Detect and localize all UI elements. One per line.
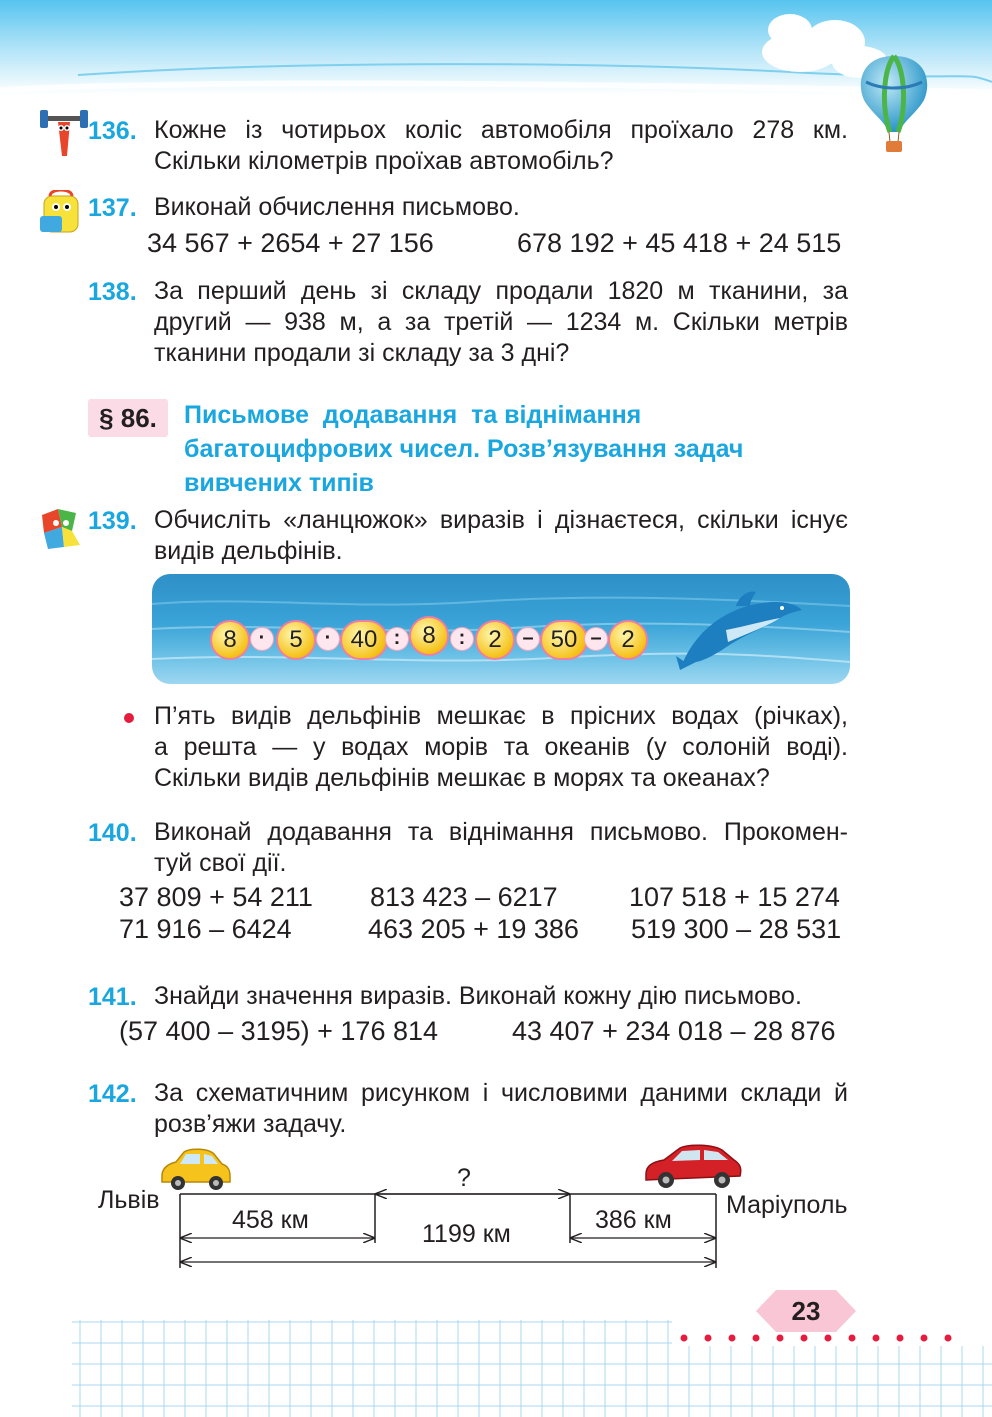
task-138-line3: тканини продали зі складу за 3 дні? xyxy=(154,339,570,367)
task-140-expression-1: 37 809 + 54 211 xyxy=(119,882,313,912)
task-140-expression-2: 813 423 – 6217 xyxy=(370,882,558,912)
section-title-line2: багатоцифрових чисел. Розв’язування задач xyxy=(184,435,744,463)
red-car-icon xyxy=(642,1142,744,1190)
unknown-segment-label: ? xyxy=(457,1164,471,1192)
chain-value-2: 5 xyxy=(276,620,316,660)
task-number-137: 137. xyxy=(88,194,137,222)
task-number-141: 141. xyxy=(88,983,137,1011)
chain-value-3: 40 xyxy=(340,620,388,660)
chain-value-5: 2 xyxy=(475,620,515,660)
footer-grid xyxy=(72,1320,992,1417)
yellow-car-icon xyxy=(156,1146,232,1192)
segment-3-label: 386 км xyxy=(595,1206,672,1234)
task-139-bullet-line1: П’ять видів дельфінів мешкає в прісних водах (річках), xyxy=(154,702,848,730)
chain-op-4: : xyxy=(450,627,474,651)
task-number-140: 140. xyxy=(88,819,137,847)
task-137-expression-1: 34 567 + 2654 + 27 156 xyxy=(147,228,434,258)
task-141-text: Знайди значення виразів. Виконай кожну дію письмово. xyxy=(154,982,802,1010)
bullet-icon xyxy=(124,713,134,723)
task-140-line2: туй свої дії. xyxy=(154,849,287,877)
dumbbell-mascot-icon xyxy=(40,108,88,160)
task-number-139: 139. xyxy=(88,507,137,535)
city-left-label: Львів xyxy=(98,1186,160,1214)
task-140-expression-3: 107 518 + 15 274 xyxy=(629,882,840,912)
chain-value-4: 8 xyxy=(409,616,449,656)
segment-1-label: 458 км xyxy=(232,1206,309,1234)
chain-value-6: 50 xyxy=(540,620,588,660)
task-140-expression-4: 71 916 – 6424 xyxy=(119,914,292,944)
city-right-label: Маріуполь xyxy=(726,1191,848,1219)
task-number-138: 138. xyxy=(88,278,137,306)
task-136-line2: Скільки кілометрів проїхав автомобіль? xyxy=(154,147,614,175)
page-number: 23 xyxy=(791,1296,821,1326)
task-139-line1: Обчисліть «ланцюжок» виразів і дізнаєтеся, скільки існує xyxy=(154,506,848,534)
task-141-expression-1: (57 400 – 3195) + 176 814 xyxy=(119,1016,439,1046)
task-138-line2: другий — 938 м, а за третій — 1234 м. Скільки метрів xyxy=(154,308,848,336)
dolphin-icon xyxy=(676,590,806,674)
task-142-line1: За схематичним рисунком і числовими даними склади й xyxy=(154,1079,848,1107)
hot-air-balloon-icon xyxy=(852,52,936,156)
chain-op-3: : xyxy=(385,627,409,651)
section-number: § 86. xyxy=(88,399,168,437)
section-title-line3: вивчених типів xyxy=(184,469,374,497)
task-137-text: Виконай обчислення письмово. xyxy=(154,193,520,221)
chain-op-1: · xyxy=(250,627,274,651)
total-distance-label: 1199 км xyxy=(422,1220,511,1248)
chain-value-1: 8 xyxy=(210,620,250,660)
chain-op-6: – xyxy=(584,627,608,651)
section-title-line1: Письмове додавання та віднімання xyxy=(184,401,642,429)
task-138-line1: За перший день зі складу продали 1820 м тканини, за xyxy=(154,277,848,305)
task-139-bullet-line2: а решта — у водах морів та океанів (у солоній воді). xyxy=(154,733,848,761)
task-140-line1: Виконай додавання та віднімання письмово. Прокомен- xyxy=(154,818,848,846)
section-title xyxy=(184,398,884,500)
task-142-line2: розв’яжи задачу. xyxy=(154,1110,347,1138)
task-number-136: 136. xyxy=(88,117,137,145)
task-139-line2: видів дельфінів. xyxy=(154,537,343,565)
task-140-expression-5: 463 205 + 19 386 xyxy=(368,914,579,944)
chain-op-2: · xyxy=(316,627,340,651)
puzzle-mascot-icon xyxy=(36,505,86,553)
task-140-expression-6: 519 300 – 28 531 xyxy=(631,914,842,944)
task-139-bullet-line3: Скільки видів дельфінів мешкає в морях та океанах? xyxy=(154,764,770,792)
task-number-142: 142. xyxy=(88,1080,137,1108)
backpack-mascot-icon xyxy=(36,190,88,236)
chain-value-7: 2 xyxy=(608,620,648,660)
chain-op-5: – xyxy=(516,627,540,651)
task-137-expression-2: 678 192 + 45 418 + 24 515 xyxy=(517,228,842,258)
task-136-line1: Кожне із чотирьох коліс автомобіля проїхало 278 км. xyxy=(154,116,848,144)
sky-decoration xyxy=(0,0,992,110)
task-141-expression-2: 43 407 + 234 018 – 28 876 xyxy=(512,1016,836,1046)
